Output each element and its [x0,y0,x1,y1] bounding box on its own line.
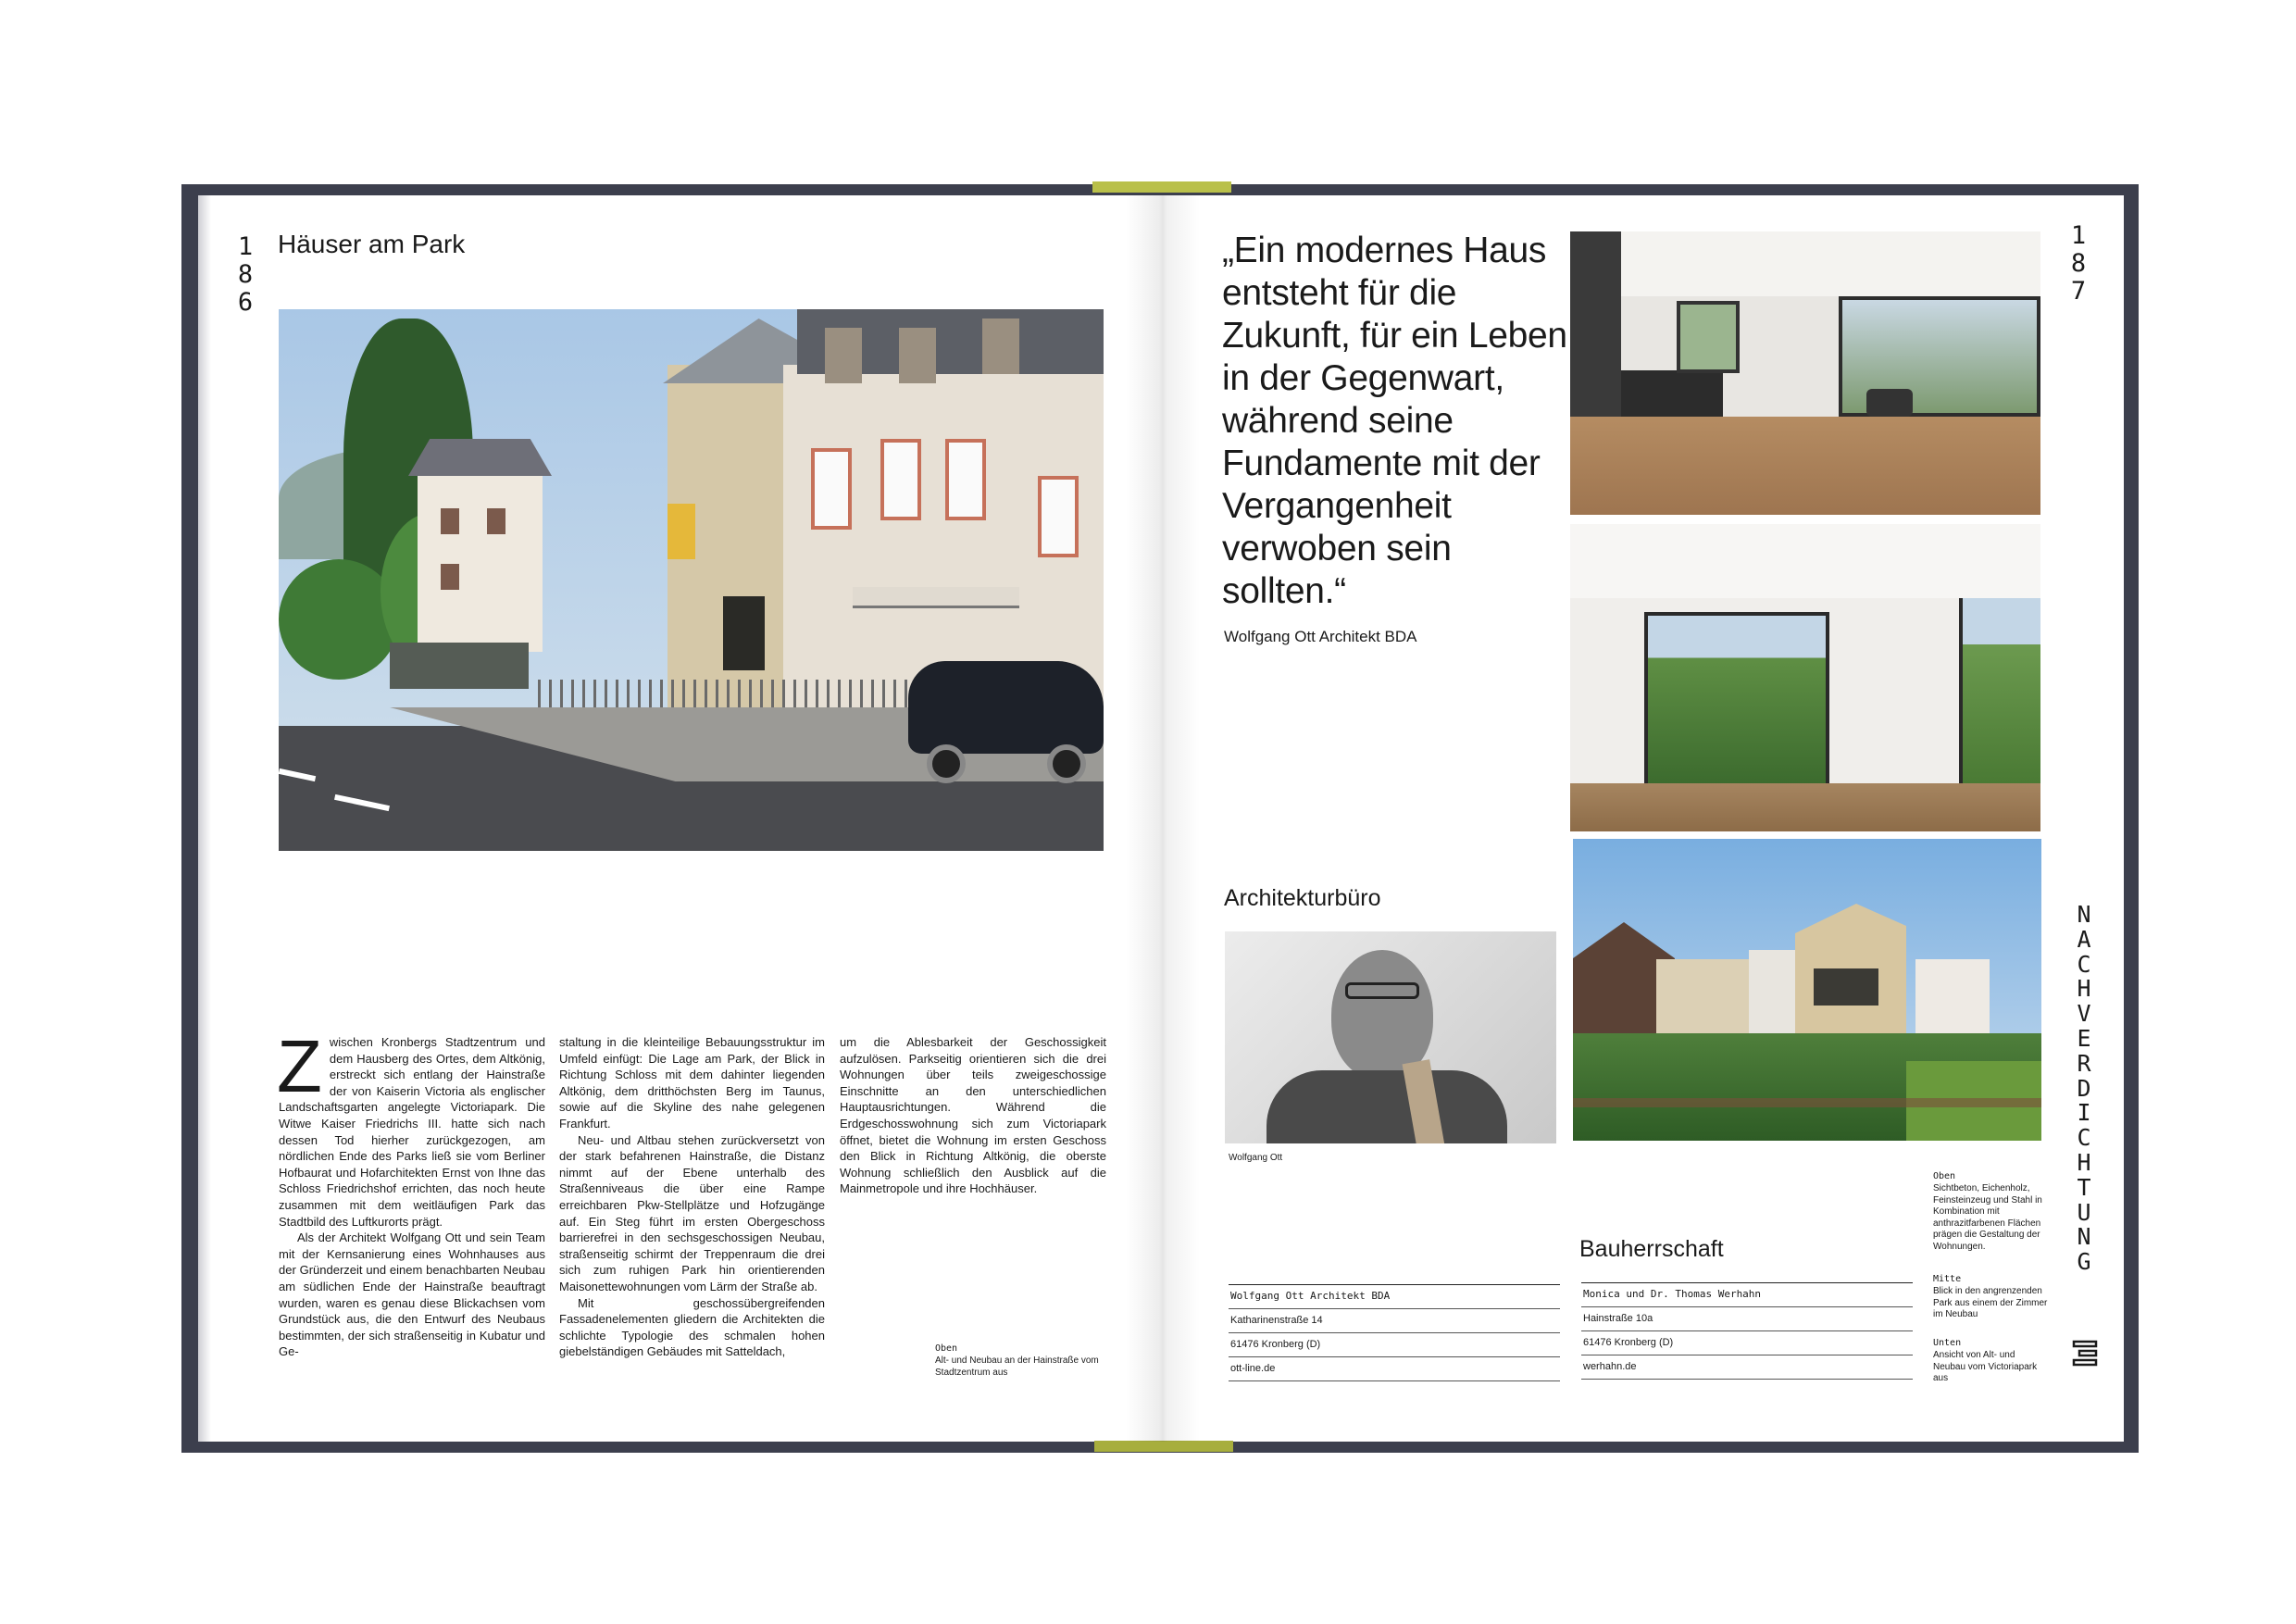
park-view-exterior-photo [1573,839,2041,1141]
client-street: Hainstraße 10a [1581,1306,1913,1330]
page-edge-shadow [198,195,211,1442]
client-name: Monica und Dr. Thomas Werhahn [1581,1282,1913,1306]
caption-top-text: Sichtbeton, Eichenholz, Feinsteinzeug und Stahl in Kombination mit anthrazitfarbenen Flächen prägen die Gestaltung der Wohnungen. [1933,1183,2042,1252]
drop-cap: Z [277,1025,322,1107]
caption-bottom-label: Unten [1933,1338,1962,1348]
caption-top-label: Oben [1933,1171,1956,1181]
caption-bottom-text: Ansicht von Alt- und Neubau vom Victoriapark aus [1933,1350,2038,1384]
article-paragraph: Neu- und Altbau stehen zurückversetzt von der stark befahrenen Hainstraße, die Distanz nimmt auf der Ebene unterhalb des Straßenniveaus die über eine Rampe erreichbaren Pkw-Stellplätze und Hofzugänge auf. Ein Steg führt im ersten Obergeschoss barrierefrei in den sechsgeschossigen Neubau, straßenseitig schirmt der Treppenraum die drei sich zum ruhigen Park hin orientierenden Maisonettewohnungen vom Lärm der Straße ab. [559,1132,825,1293]
section-label-vertical: NACHVERDICHTUNG [2077,901,2091,1276]
page-number-left: 186 [237,232,254,317]
article-column-1 [277,1025,545,1360]
quote-author: Wolfgang Ott Architekt BDA [1224,628,1417,645]
office-heading: Architekturbüro [1224,885,1381,911]
photo-caption-text: Alt- und Neubau an der Hainstraße vom Stadtzentrum aus [935,1355,1099,1378]
article-paragraph: staltung in die kleinteilige Bebauungsstruktur im Umfeld einfügt: Die Lage am Park, der Blick in Richtung Schloss mit dem dahinter liegenden Altkönig, dem dritthöchsten Berg im Taunus, sowie auf die Skyline des nahe gelegenen Frankfurt. [559,1035,825,1131]
office-city: 61476 Kronberg (D) [1229,1332,1560,1356]
photo-caption-label: Oben [935,1343,958,1354]
room-with-park-view-photo [1570,524,2040,831]
street-view-photo [279,309,1104,851]
portrait-caption: Wolfgang Ott [1229,1153,1283,1163]
article-paragraph: wischen Kronbergs Stadtzentrum und dem Hausberg des Ortes, dem Altkönig, erstreckt sich entlang der Hainstraße der von Kaiserin Victoria als englischer Landschaftsgarten angelegte Victoriapark. Die Witwe Kaiser Friedrichs III. hatte sich nach dessen Tod hierher zurückgezogen, am nördlichen Ende des Parks ließ sie vom Berliner Hofbaurat und Hofarchitekten Ernst von Ihne das Schloss Friedrichshof errichten, das noch heute zusammen mit dem weitläufigen Park das Stadtbild des Luftkurorts prägt. [279,1035,545,1229]
architect-portrait-photo [1225,931,1556,1143]
section-icon [2072,1340,2098,1368]
client-website-link[interactable]: werhahn.de [1581,1355,1913,1380]
article-paragraph: um die Ablesbarkeit der Geschossigkeit aufzulösen. Parkseitig orientieren sich die drei Wohnungen über teils zweigeschossige Einschnitte an den unterschiedlichen Hauptausrichtungen. Während die Erdgeschosswohnung sich zum Victoriapark öffnet, bietet die Wohnung im ersten Geschoss den Blick in Richtung Altkönig, die oberste Wohnung schließlich den Ausblick auf die Mainmetropole und ihre Hochhäuser. [840,1035,1106,1196]
article-column-2 [559,1034,825,1360]
caption-middle-text: Blick in den angrenzenden Park aus einem der Zimmer im Neubau [1933,1286,2048,1320]
article-column-3 [840,1034,1106,1197]
client-contact-block [1581,1282,1913,1380]
article-paragraph: Als der Architekt Wolfgang Ott und sein Team mit der Kernsanierung eines Wohnhauses aus der Gründerzeit und einem benachbarten Neubau am südlichen Ende der Hainstraße beauftragt wurden, waren es genau diese Blickachsen vom Grundstück aus, die den Entwurf des Neubaus bestimmten, der sich straßenseitig in Kubatur und Ge- [279,1230,545,1359]
article-title: Häuser am Park [278,230,466,258]
office-website-link[interactable]: ott-line.de [1229,1356,1560,1381]
caption-middle-label: Mitte [1933,1274,1962,1284]
spine-ribbon-bottom [1094,1441,1233,1452]
client-heading: Bauherrschaft [1579,1236,1724,1262]
page-number-right: 187 [2070,221,2087,306]
pull-quote: „Ein modernes Haus entsteht für die Zukunft, für ein Leben in der Gegenwart, während seine Fundamente mit der Vergangenheit verwoben sein sollten.“ [1222,231,1567,611]
spine-ribbon-top [1092,181,1231,193]
office-name: Wolfgang Ott Architekt BDA [1229,1284,1560,1308]
book-gutter [1126,195,1200,1442]
office-contact-block [1229,1284,1560,1381]
article-paragraph: Mit geschossübergreifenden Fassadenelementen gliedern die Architekten die schlichte Typologie des schmalen hohen giebelständigen Gebäudes mit Satteldach, [559,1295,825,1359]
office-street: Katharinenstraße 14 [1229,1308,1560,1332]
client-city: 61476 Kronberg (D) [1581,1330,1913,1355]
kitchen-living-room-photo [1570,231,2040,515]
